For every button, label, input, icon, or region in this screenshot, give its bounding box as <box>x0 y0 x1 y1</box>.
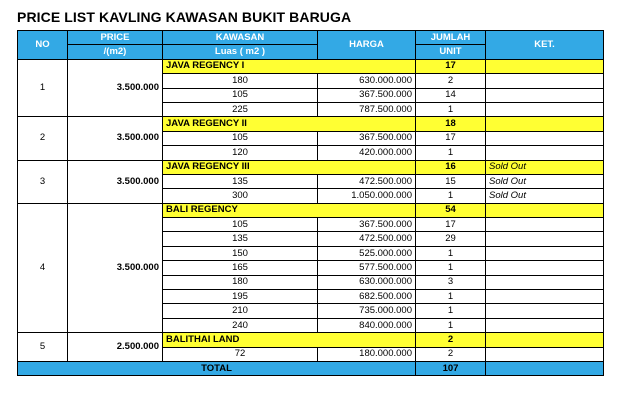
group-row <box>18 59 604 73</box>
ket-cell <box>486 304 604 318</box>
harga-cell: 180.000.000 <box>318 347 416 361</box>
group-no: 4 <box>18 203 68 333</box>
group-units: 2 <box>416 333 486 347</box>
ket-cell <box>486 131 604 145</box>
group-name: JAVA REGENCY I <box>163 59 416 73</box>
total-units: 107 <box>416 361 486 375</box>
luas-cell: 105 <box>163 131 318 145</box>
group-row <box>18 117 604 131</box>
group-no: 3 <box>18 160 68 203</box>
group-name: BALITHAI LAND <box>163 333 416 347</box>
luas-cell: 180 <box>163 275 318 289</box>
harga-cell: 630.000.000 <box>318 74 416 88</box>
unit-cell: 1 <box>416 246 486 260</box>
unit-cell: 17 <box>416 131 486 145</box>
ket-cell <box>486 232 604 246</box>
harga-cell: 1.050.000.000 <box>318 189 416 203</box>
group-row <box>18 160 604 174</box>
harga-cell: 367.500.000 <box>318 218 416 232</box>
luas-cell: 300 <box>163 189 318 203</box>
price-list-table <box>17 30 604 376</box>
harga-cell: 472.500.000 <box>318 174 416 188</box>
luas-cell: 135 <box>163 232 318 246</box>
ket-cell <box>486 347 604 361</box>
group-price: 3.500.000 <box>68 59 163 117</box>
unit-cell: 1 <box>416 318 486 332</box>
unit-cell: 1 <box>416 146 486 160</box>
unit-cell: 1 <box>416 261 486 275</box>
ket-cell <box>486 74 604 88</box>
luas-cell: 150 <box>163 246 318 260</box>
header-kawasan: KAWASAN <box>163 31 318 45</box>
unit-cell: 15 <box>416 174 486 188</box>
ket-cell <box>486 102 604 116</box>
ket-cell <box>486 246 604 260</box>
header-unit: UNIT <box>416 45 486 59</box>
luas-cell: 105 <box>163 88 318 102</box>
unit-cell: 29 <box>416 232 486 246</box>
ket-cell <box>486 146 604 160</box>
group-units: 17 <box>416 59 486 73</box>
header-ket: KET. <box>486 31 604 60</box>
harga-cell: 735.000.000 <box>318 304 416 318</box>
ket-cell <box>486 88 604 102</box>
group-name: JAVA REGENCY II <box>163 117 416 131</box>
unit-cell: 1 <box>416 290 486 304</box>
group-name: BALI REGENCY <box>163 203 416 217</box>
ket-cell <box>486 290 604 304</box>
header-row-top <box>18 31 604 45</box>
luas-cell: 240 <box>163 318 318 332</box>
luas-cell: 105 <box>163 218 318 232</box>
harga-cell: 367.500.000 <box>318 131 416 145</box>
ket-cell <box>486 318 604 332</box>
group-no: 5 <box>18 333 68 362</box>
group-price: 3.500.000 <box>68 160 163 203</box>
header-luas: Luas ( m2 ) <box>163 45 318 59</box>
header-price-unit: /(m2) <box>68 45 163 59</box>
group-row <box>18 333 604 347</box>
group-no: 2 <box>18 117 68 160</box>
total-ket <box>486 361 604 375</box>
harga-cell: 682.500.000 <box>318 290 416 304</box>
group-price: 2.500.000 <box>68 333 163 362</box>
luas-cell: 180 <box>163 74 318 88</box>
harga-cell: 840.000.000 <box>318 318 416 332</box>
group-ket: Sold Out <box>486 160 604 174</box>
luas-cell: 210 <box>163 304 318 318</box>
ket-cell <box>486 275 604 289</box>
luas-cell: 135 <box>163 174 318 188</box>
harga-cell: 630.000.000 <box>318 275 416 289</box>
group-row <box>18 203 604 217</box>
unit-cell: 1 <box>416 102 486 116</box>
harga-cell: 420.000.000 <box>318 146 416 160</box>
unit-cell: 17 <box>416 218 486 232</box>
harga-cell: 577.500.000 <box>318 261 416 275</box>
group-price: 3.500.000 <box>68 203 163 333</box>
group-ket <box>486 59 604 73</box>
group-ket <box>486 117 604 131</box>
unit-cell: 14 <box>416 88 486 102</box>
luas-cell: 72 <box>163 347 318 361</box>
page-title: PRICE LIST KAVLING KAWASAN BUKIT BARUGA <box>17 9 352 25</box>
unit-cell: 1 <box>416 304 486 318</box>
header-price: PRICE <box>68 31 163 45</box>
total-label: TOTAL <box>18 361 416 375</box>
header-jumlah: JUMLAH <box>416 31 486 45</box>
total-row <box>18 361 604 375</box>
group-ket <box>486 333 604 347</box>
unit-cell: 1 <box>416 189 486 203</box>
harga-cell: 367.500.000 <box>318 88 416 102</box>
group-no: 1 <box>18 59 68 117</box>
luas-cell: 195 <box>163 290 318 304</box>
ket-cell: Sold Out <box>486 174 604 188</box>
ket-cell <box>486 261 604 275</box>
harga-cell: 787.500.000 <box>318 102 416 116</box>
ket-cell: Sold Out <box>486 189 604 203</box>
group-price: 3.500.000 <box>68 117 163 160</box>
group-units: 18 <box>416 117 486 131</box>
unit-cell: 2 <box>416 347 486 361</box>
unit-cell: 3 <box>416 275 486 289</box>
group-units: 54 <box>416 203 486 217</box>
header-harga: HARGA <box>318 31 416 60</box>
ket-cell <box>486 218 604 232</box>
luas-cell: 165 <box>163 261 318 275</box>
group-ket <box>486 203 604 217</box>
group-name: JAVA REGENCY III <box>163 160 416 174</box>
harga-cell: 525.000.000 <box>318 246 416 260</box>
luas-cell: 225 <box>163 102 318 116</box>
unit-cell: 2 <box>416 74 486 88</box>
luas-cell: 120 <box>163 146 318 160</box>
harga-cell: 472.500.000 <box>318 232 416 246</box>
header-no: NO <box>18 31 68 60</box>
group-units: 16 <box>416 160 486 174</box>
